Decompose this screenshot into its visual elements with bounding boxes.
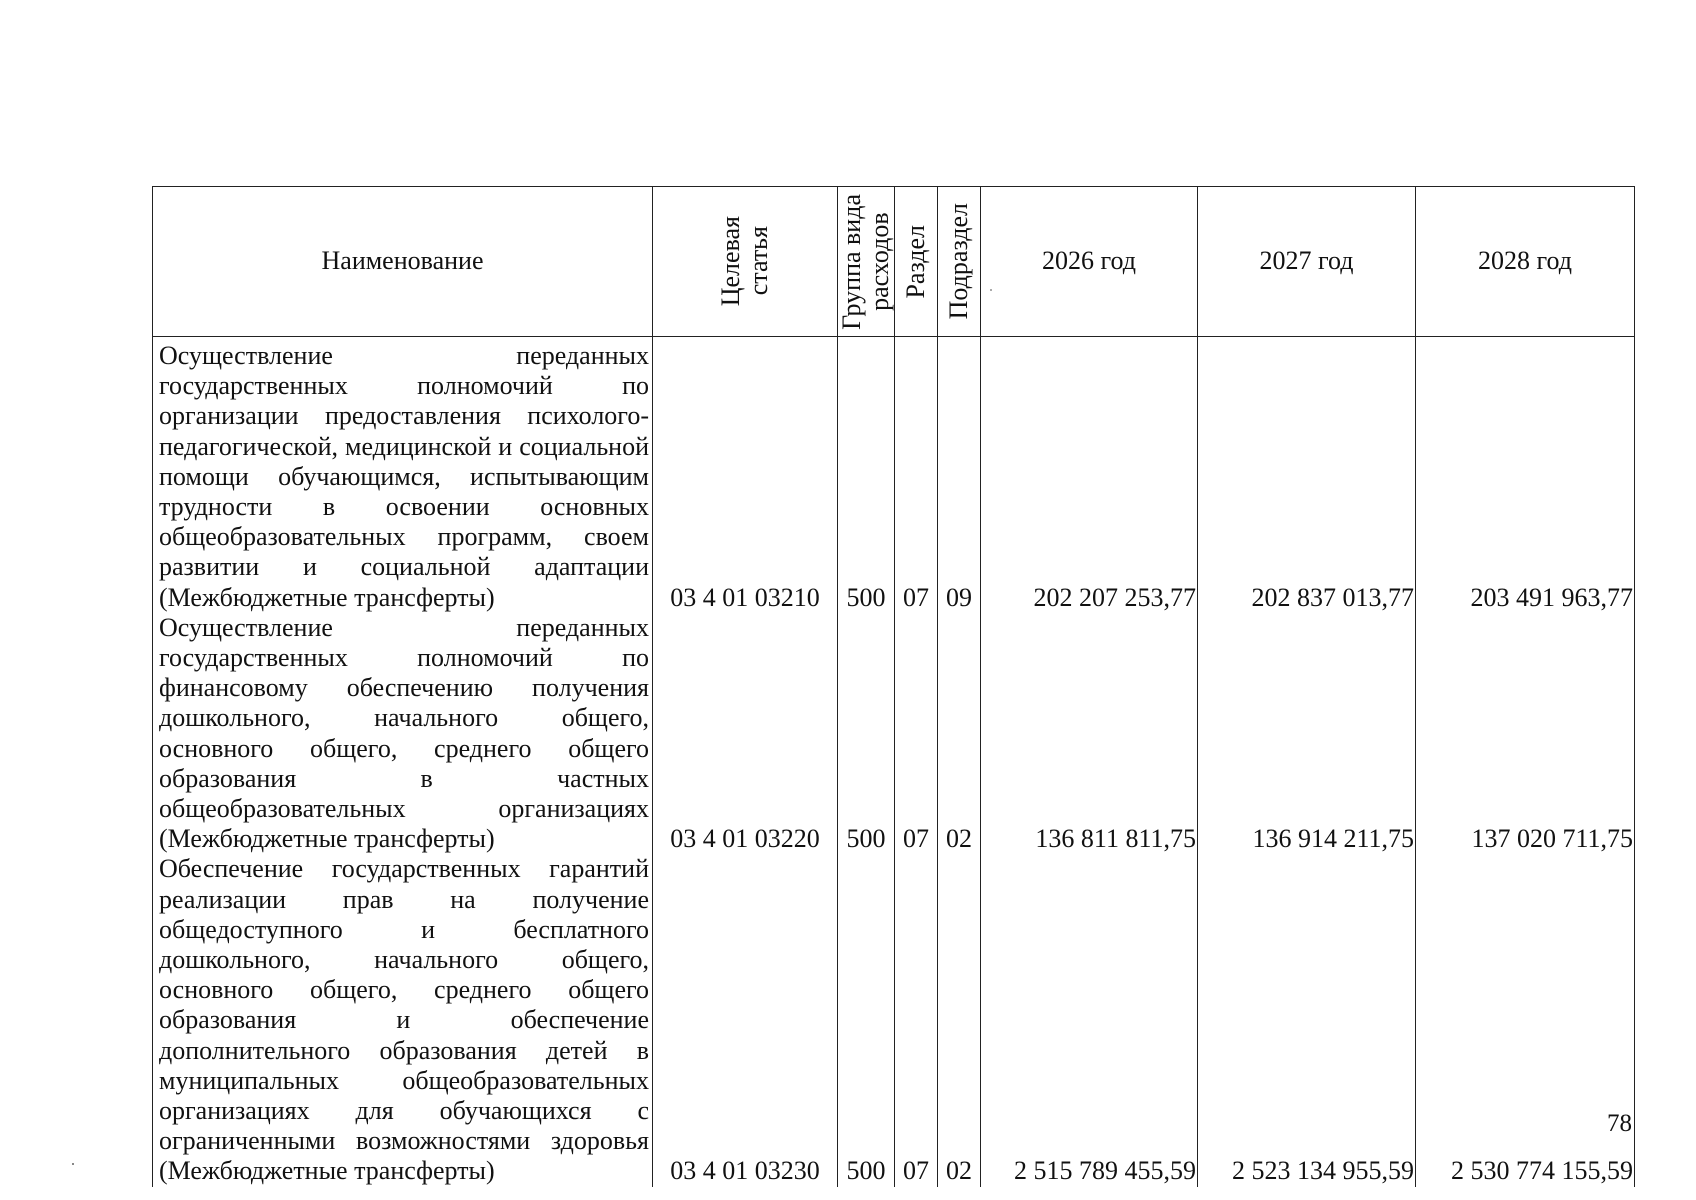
table-row xyxy=(153,613,1635,855)
row-expense-group: 500 xyxy=(838,613,895,855)
row-amount-2028: 137 020 711,75 xyxy=(1416,613,1635,855)
header-year-2026-label: 2026 год xyxy=(1042,246,1136,276)
row-amount-2028: 2 530 774 155,59 xyxy=(1416,854,1635,1186)
row-name: Осуществление переданных государственных полномочий по организации предоставления психолого-педагогической, медицинской и социальной помощи обучающимся, испытывающим трудности в освоении основных общеобразовательных программ, своем развитии и социальной адаптации (Межбюджетные трансферты) xyxy=(153,337,653,613)
row-expense-group: 500 xyxy=(838,854,895,1186)
row-target-article: 03 4 01 03210 xyxy=(653,337,838,613)
table-header-row xyxy=(153,187,1635,337)
row-name: Осуществление переданных государственных полномочий по финансовому обеспечению получения дошкольного, начального общего, основного общего, среднего общего образования в частных общеобразовательных организациях (Межбюджетные трансферты) xyxy=(153,613,653,855)
row-amount-2027: 136 914 211,75 xyxy=(1198,613,1416,855)
header-expense-group-line1: Группа вида xyxy=(837,193,866,330)
header-year-2027 xyxy=(1198,187,1416,337)
header-name xyxy=(153,187,653,337)
header-expense-group xyxy=(838,187,895,337)
row-subsection: 02 xyxy=(938,854,981,1186)
row-amount-2026: 2 515 789 455,59 xyxy=(981,854,1198,1186)
table-row xyxy=(153,854,1635,1186)
row-amount-2027: 202 837 013,77 xyxy=(1198,337,1416,613)
row-target-article: 03 4 01 03220 xyxy=(653,613,838,855)
row-section: 07 xyxy=(895,337,938,613)
header-expense-group-line2: расходов xyxy=(865,212,894,311)
page-number: 78 xyxy=(1607,1110,1632,1137)
row-section: 07 xyxy=(895,613,938,855)
row-expense-group: 500 xyxy=(838,337,895,613)
scan-speck xyxy=(72,1163,74,1165)
row-subsection: 02 xyxy=(938,613,981,855)
header-year-2027-label: 2027 год xyxy=(1259,246,1354,276)
header-name-label: Наименование xyxy=(321,246,484,276)
header-target-article-line2: статья xyxy=(744,226,773,297)
header-section xyxy=(895,187,938,337)
header-year-2026 xyxy=(981,187,1198,337)
row-subsection: 09 xyxy=(938,337,981,613)
header-subsection xyxy=(938,187,981,337)
header-year-2028-label: 2028 год xyxy=(1478,246,1572,276)
header-year-2028 xyxy=(1416,187,1635,337)
header-subsection-label: Подраздел xyxy=(944,203,973,320)
scan-speck xyxy=(990,289,992,291)
row-name: Обеспечение государственных гарантий реализации прав на получение общедоступного и бесплатного дошкольного, начального общего, основного общего, среднего общего образования и обеспечение дополнительного образования детей в муниципальных общеобразовательных организациях для обучающихся с ограниченными возможностями здоровья (Межбюджетные трансферты) xyxy=(153,854,653,1186)
row-amount-2026: 136 811 811,75 xyxy=(981,613,1198,855)
row-target-article: 03 4 01 03230 xyxy=(653,854,838,1186)
row-amount-2027: 2 523 134 955,59 xyxy=(1198,854,1416,1186)
table-row xyxy=(153,337,1635,613)
row-section: 07 xyxy=(895,854,938,1186)
budget-table xyxy=(152,186,1635,1187)
header-target-article xyxy=(653,187,838,337)
header-target-article-line1: Целевая xyxy=(716,216,745,307)
header-section-label: Раздел xyxy=(901,224,930,299)
row-amount-2026: 202 207 253,77 xyxy=(981,337,1198,613)
row-amount-2028: 203 491 963,77 xyxy=(1416,337,1635,613)
